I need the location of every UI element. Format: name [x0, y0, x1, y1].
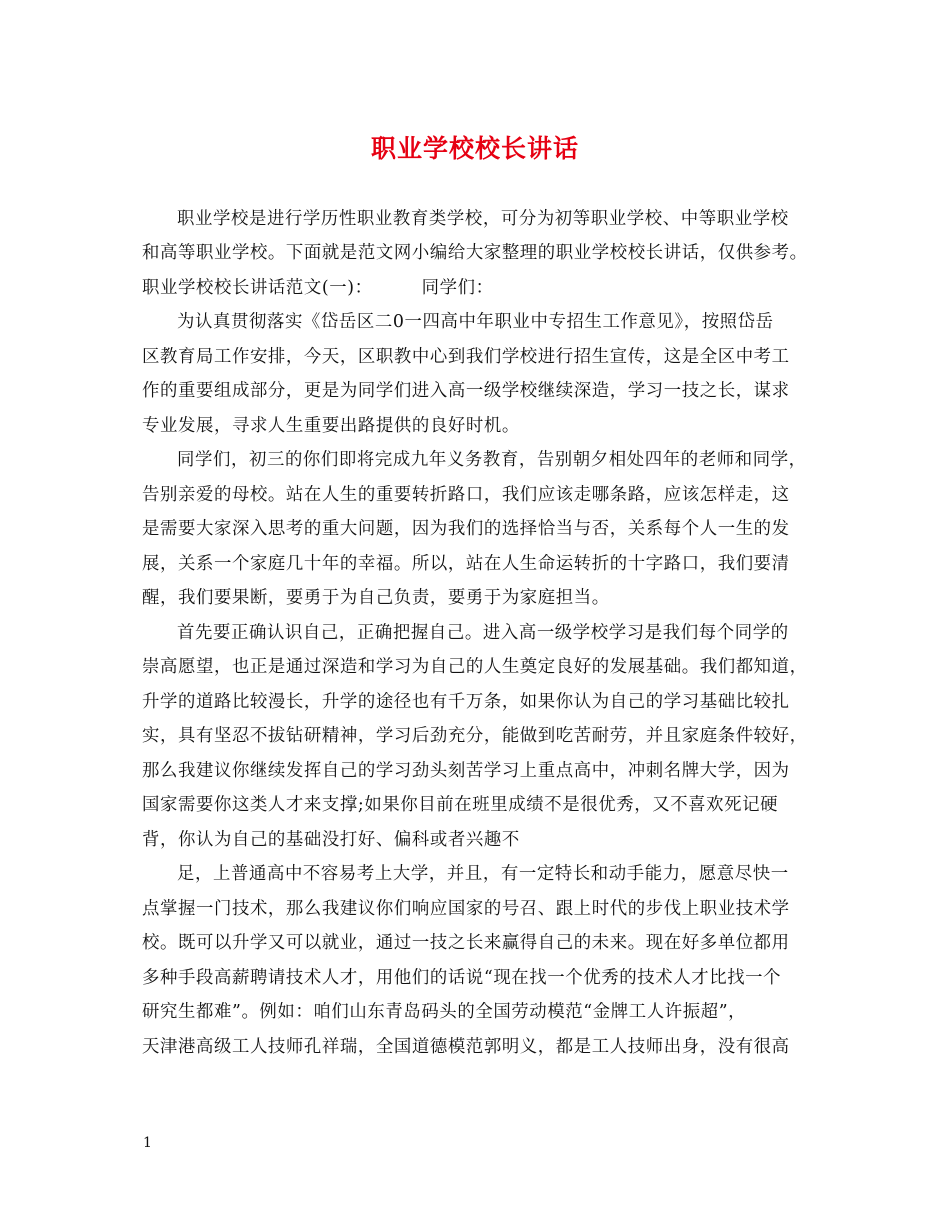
body-line: 专业发展，寻求人生重要出路提供的良好时机。: [142, 416, 520, 436]
body-line: 和高等职业学校。下面就是范文网小编给大家整理的职业学校校长讲话，仅供参考。: [142, 243, 808, 263]
body-line: 是需要大家深入思考的重大问题，因为我们的选择恰当与否，关系每个人一生的发: [142, 519, 790, 539]
body-line: 首先要正确认识自己，正确把握自己。进入高一级学校学习是我们每个同学的: [177, 623, 789, 643]
body-line: 告别亲爱的母校。站在人生的重要转折路口，我们应该走哪条路，应该怎样走，这: [142, 485, 790, 505]
page-title: 职业学校校长讲话: [370, 134, 579, 163]
body-line: 职业学校是进行学历性职业教育类学校，可分为初等职业学校、中等职业学校: [177, 209, 789, 229]
body-line: 升学的道路比较漫长，升学的途径也有千万条，如果你认为自己的学习基础比较扎: [142, 692, 790, 712]
body-line: 研究生都难”。例如：咱们山东青岛码头的全国劳动模范“金牌工人许振超”，: [142, 1002, 747, 1022]
body-line: 同学们，初三的你们即将完成九年义务教育，告别朝夕相处四年的老师和同学，: [177, 450, 807, 470]
body-line: 作的重要组成部分，更是为同学们进入高一级学校继续深造，学习一技之长，谋求: [142, 381, 790, 401]
body-line: 职业学校校长讲话范文(一)： 同学们：: [142, 278, 494, 298]
body-line: 国家需要你这类人才来支撑;如果你目前在班里成绩不是很优秀，又不喜欢死记硬: [142, 795, 779, 815]
body-line: 为认真贯彻落实《岱岳区二0一四高中年职业中专招生工作意见》，按照岱岳: [177, 312, 774, 332]
body-line: 多种手段高薪聘请技术人才，用他们的话说“现在找一个优秀的技术人才比找一个: [142, 968, 782, 988]
body-line: 点掌握一门技术，那么我建议你们响应国家的号召、跟上时代的步伐上职业技术学: [142, 899, 790, 919]
body-line: 实，具有坚忍不拔钻研精神，学习后劲充分，能做到吃苦耐劳，并且家庭条件较好，: [142, 726, 808, 746]
page-number: 1: [143, 1135, 152, 1151]
body-line: 那么我建议你继续发挥自己的学习劲头刻苦学习上重点高中，冲刺名牌大学，因为: [142, 761, 790, 781]
body-line: 足，上普通高中不容易考上大学，并且，有一定特长和动手能力，愿意尽快一: [177, 864, 789, 884]
body-line: 天津港高级工人技师孔祥瑞，全国道德模范郭明义，都是工人技师出身，没有很高: [142, 1037, 790, 1057]
body-line: 展，关系一个家庭几十年的幸福。所以，站在人生命运转折的十字路口，我们要清: [142, 554, 790, 574]
body-line: 醒，我们要果断，要勇于为自己负责，要勇于为家庭担当。: [142, 588, 610, 608]
body-line: 背，你认为自己的基础没打好、偏科或者兴趣不: [142, 830, 520, 850]
body-line: 崇高愿望，也正是通过深造和学习为自己的人生奠定良好的发展基础。我们都知道，: [142, 657, 808, 677]
body-line: 校。既可以升学又可以就业，通过一技之长来赢得自己的未来。现在好多单位都用: [142, 933, 790, 953]
body-line: 区教育局工作安排，今天，区职教中心到我们学校进行招生宣传，这是全区中考工: [142, 347, 790, 367]
